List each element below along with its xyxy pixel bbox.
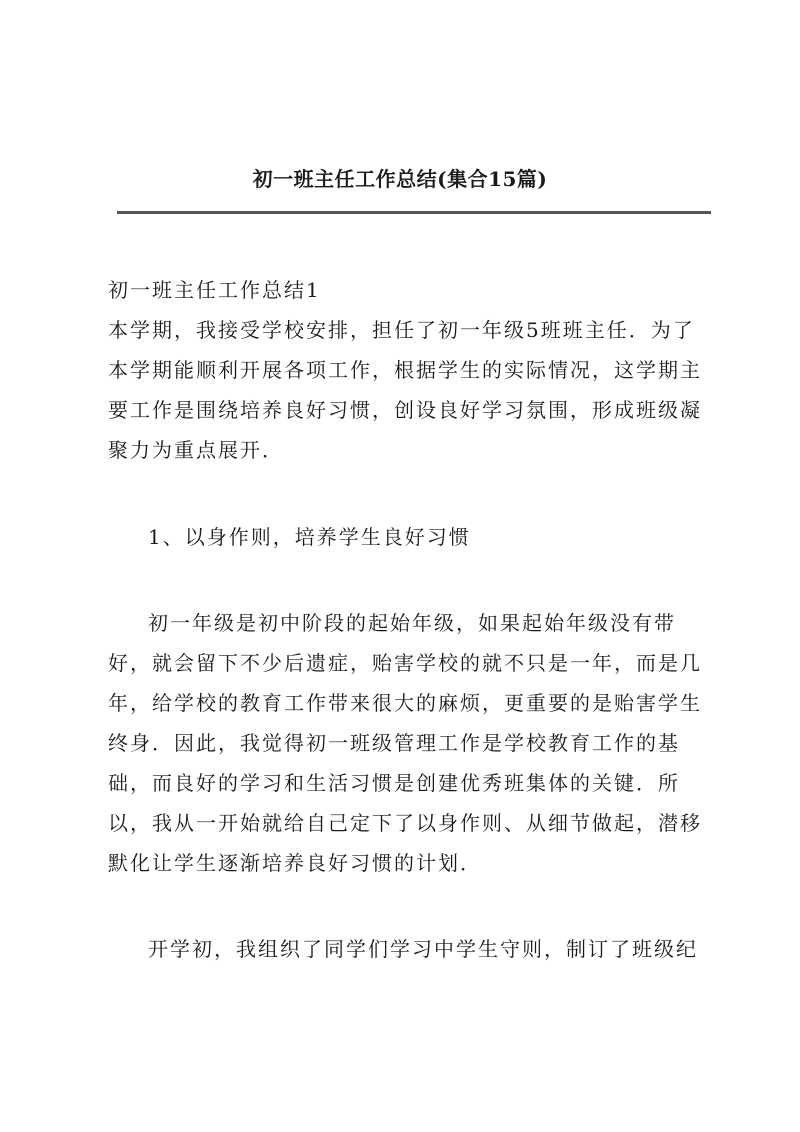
paragraph-intro: 本学期，我接受学校安排，担任了初一年级5班班主任．为了本学期能顺利开展各项工作，根据学生的实际情况，这学期主要工作是围绕培养良好习惯，创设良好学习氛围，形成班级凝聚力为重点展开． xyxy=(108,318,702,462)
point-heading-1: 1、以身作则，培养学生良好习惯 xyxy=(148,525,471,549)
title-divider xyxy=(117,211,711,214)
document-title: 初一班主任工作总结(集合15篇) xyxy=(252,167,548,191)
paragraph-habits: 初一年级是初中阶段的起始年级，如果起始年级没有带好，就会留下不少后遗症，贻害学校的就不只是一年，而是几年，给学校的教育工作带来很大的麻烦，更重要的是贻害学生终身．因此，我觉得初一班级管理工作是学校教育工作的基础，而良好的学习和生活习惯是创建优秀班集体的关键．所以，我从一开始就给自己定下了以身作则、从细节做起，潜移默化让学生逐渐培养良好习惯的计划． xyxy=(108,611,702,875)
section-heading: 初一班主任工作总结1 xyxy=(108,278,321,302)
paragraph-semester-start: 开学初，我组织了同学们学习中学生守则，制订了班级纪 xyxy=(148,937,698,961)
